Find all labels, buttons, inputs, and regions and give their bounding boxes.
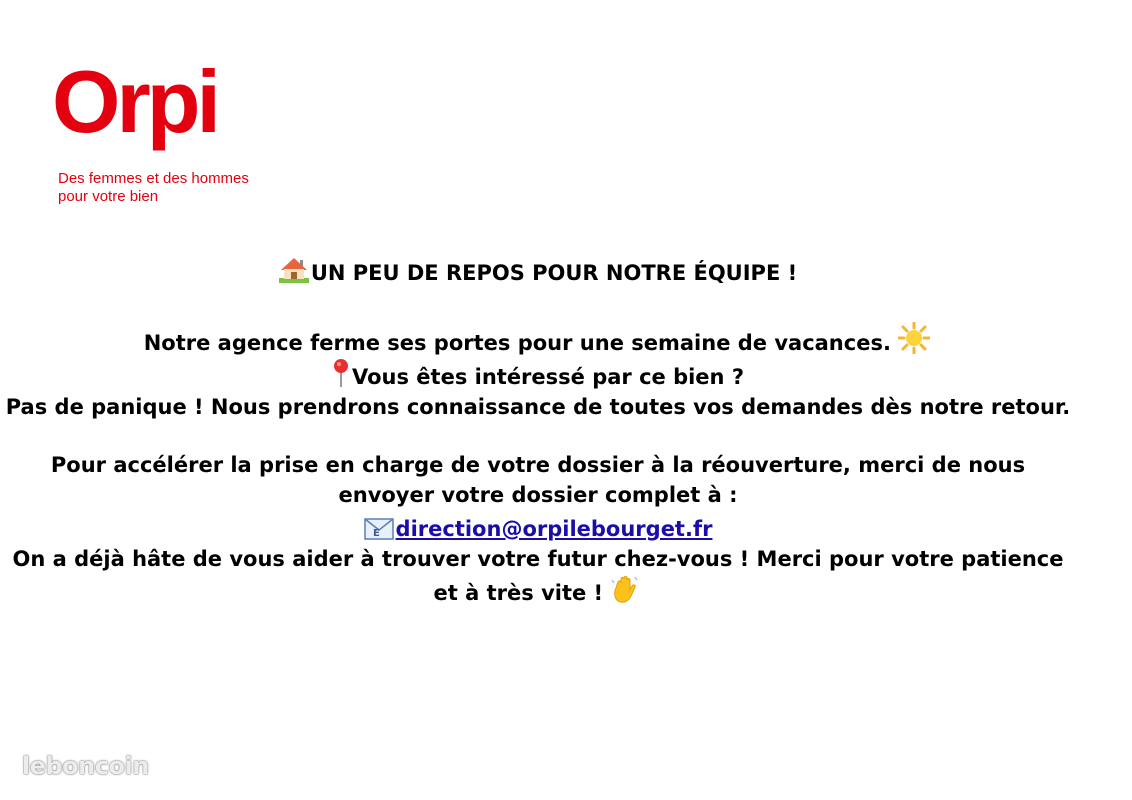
closing-line: Notre agence ferme ses portes pour une semaine de vacances. — [143, 331, 891, 355]
svg-text:E: E — [372, 528, 380, 539]
envelope-icon — [364, 518, 394, 540]
house-icon — [279, 256, 309, 284]
email-link[interactable]: direction@orpilebourget.fr — [395, 517, 713, 541]
pin-icon — [332, 358, 350, 388]
announcement-title-row — [0, 256, 1076, 288]
interest-line-row — [0, 358, 1076, 392]
interest-line: Vous êtes intéressé par ce bien ? — [352, 365, 744, 389]
closing-line-row — [0, 322, 1076, 358]
logo-tagline-line-1: Des femmes et des hommes — [58, 170, 249, 187]
closing-message-row — [0, 544, 1076, 608]
waving-hand-icon — [610, 574, 640, 604]
leboncoin-watermark: leboncoin — [22, 752, 149, 780]
no-panic-line: Pas de panique ! Nous prendrons connaissance de toutes vos demandes dès notre retour. — [5, 395, 1071, 419]
orpi-logo — [52, 52, 292, 212]
logo-tagline — [58, 170, 249, 206]
announcement-title: UN PEU DE REPOS POUR NOTRE ÉQUIPE ! — [310, 261, 798, 285]
email-row — [0, 514, 1076, 544]
closing-message: On a déjà hâte de vous aider à trouver votre futur chez-vous ! Merci pour votre patience et à très vite ! — [12, 547, 1064, 605]
sun-icon — [898, 322, 930, 354]
spacer — [0, 422, 1076, 450]
dossier-line: Pour accélérer la prise en charge de votre dossier à la réouverture, merci de nous envoyer votre dossier complet à : — [50, 453, 1026, 507]
logo-wordmark: Orpi — [52, 52, 217, 151]
announcement — [0, 256, 1076, 608]
logo-tagline-line-2: pour votre bien — [58, 188, 159, 205]
